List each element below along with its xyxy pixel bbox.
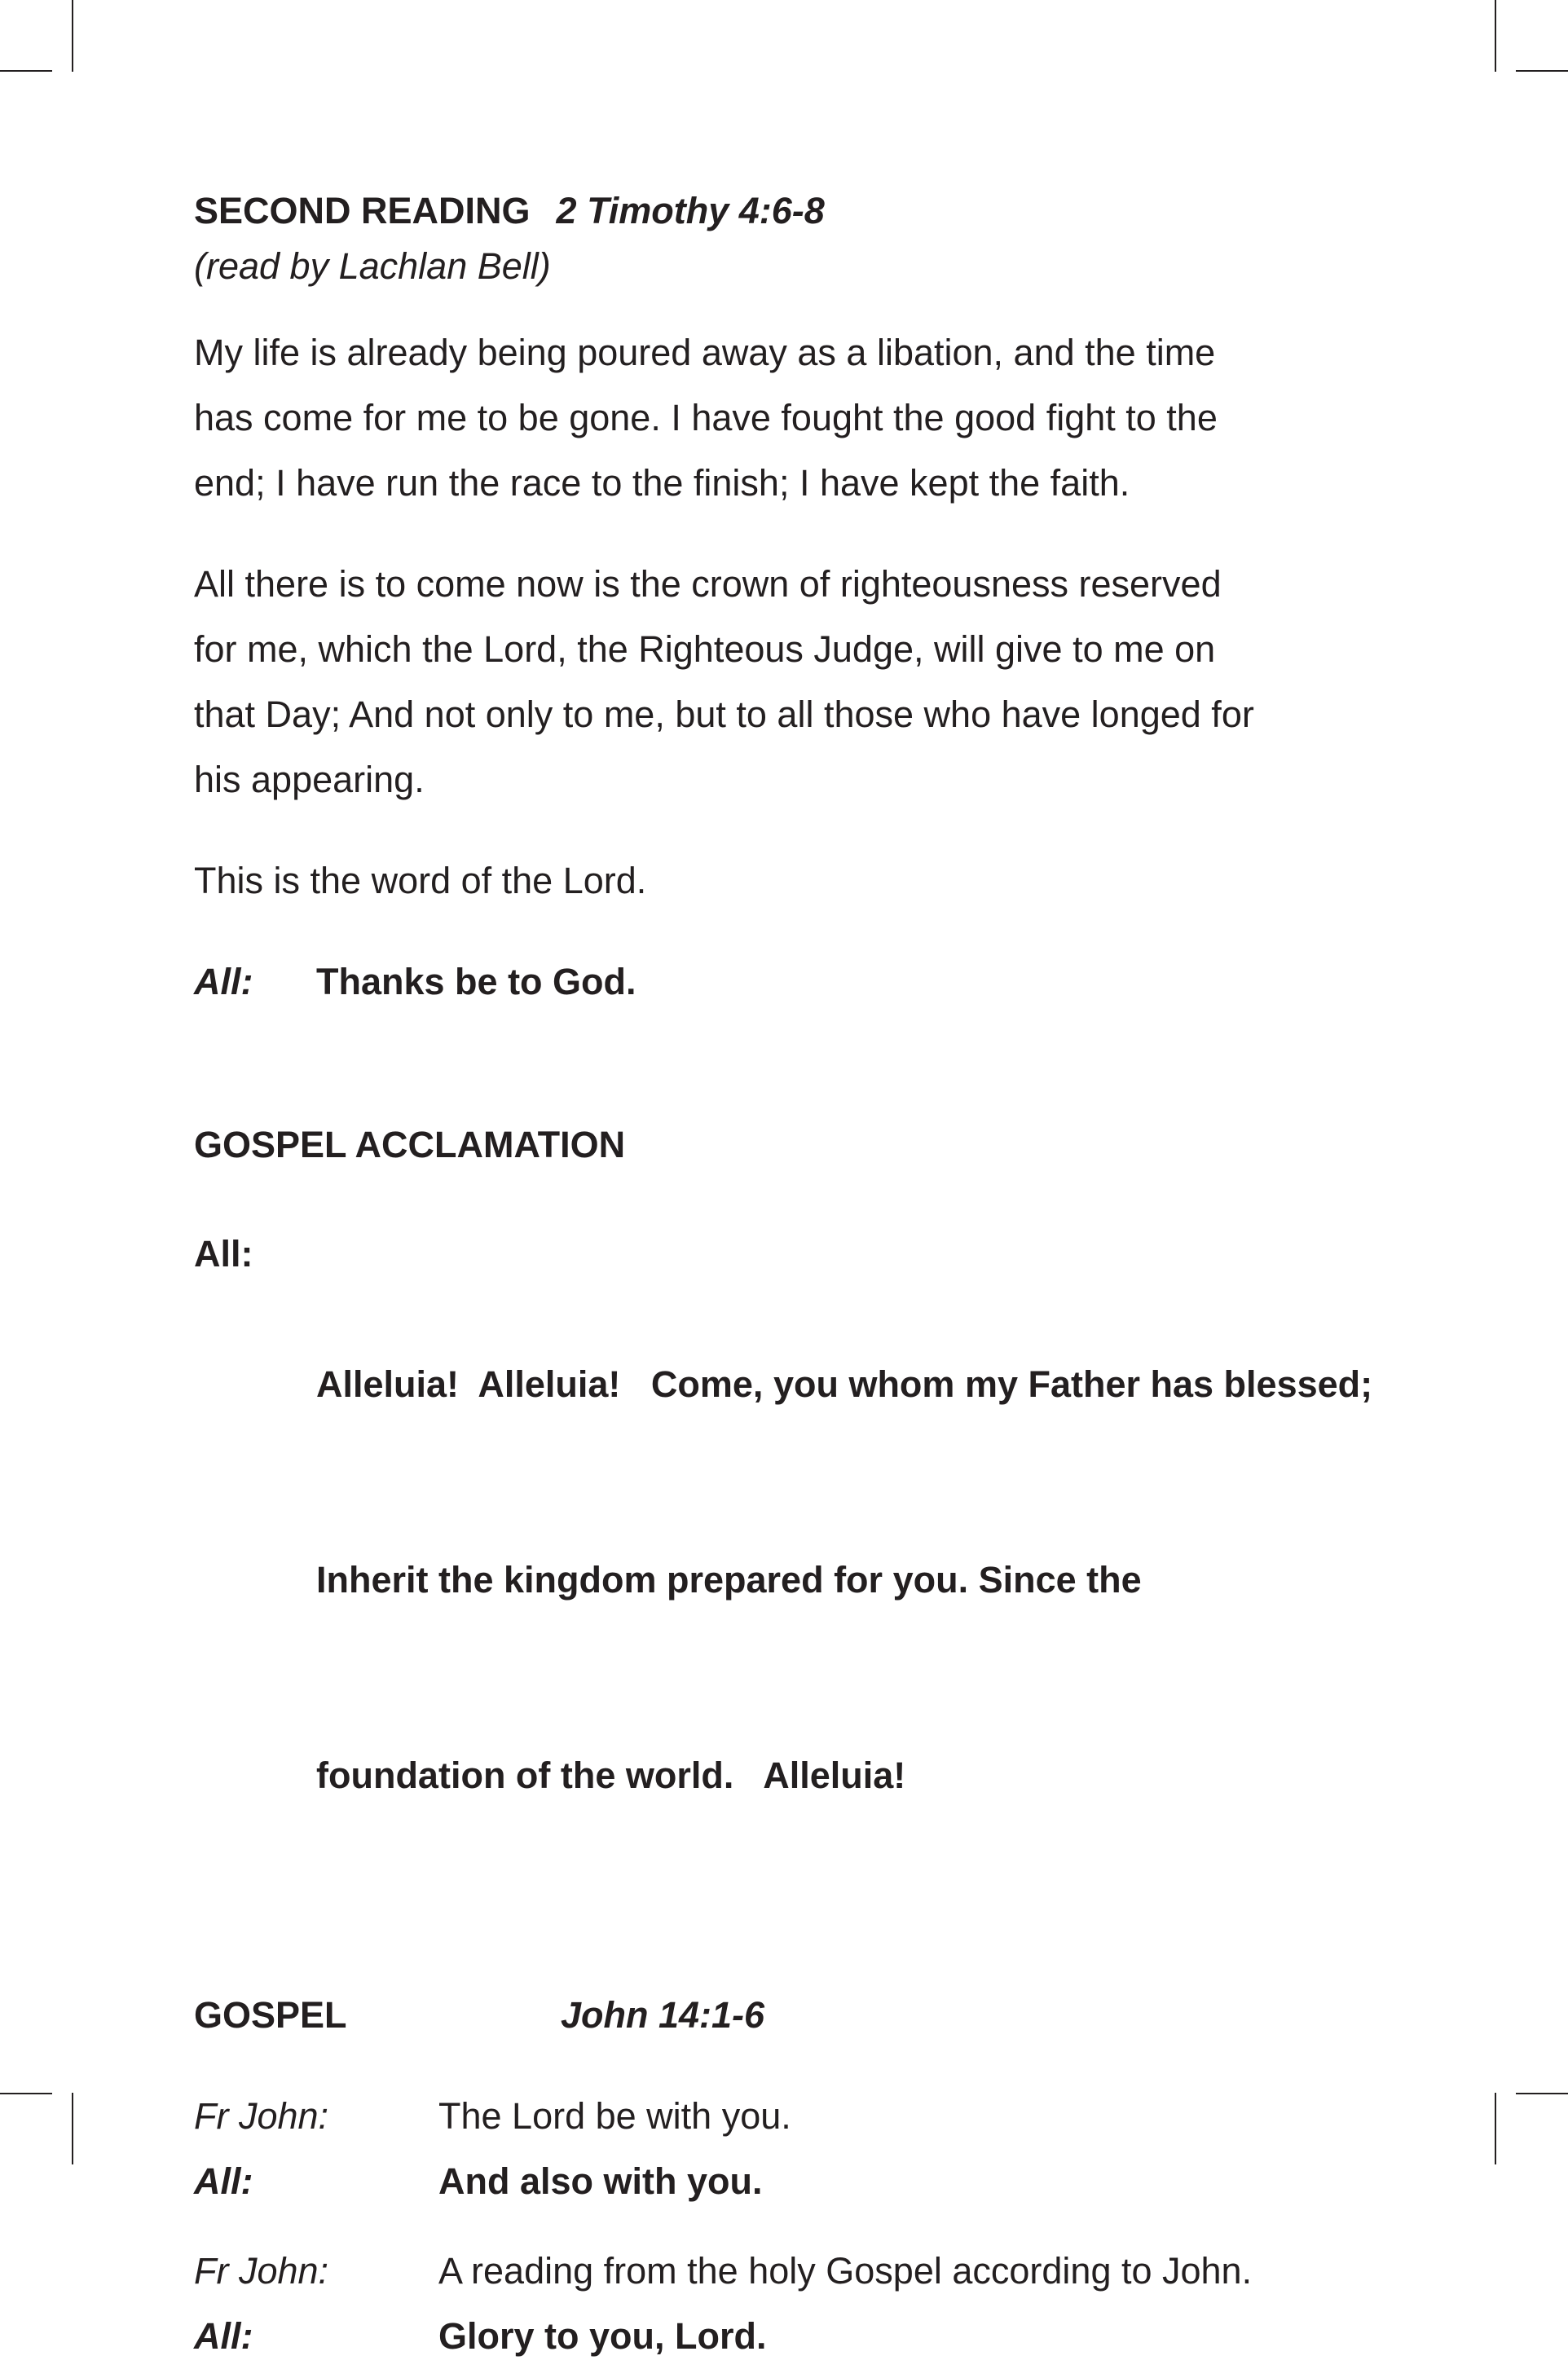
crop-mark-top-left-h: [0, 70, 52, 72]
priest-speaker: Fr John:: [194, 2095, 329, 2137]
text-line: that Day; And not only to me, but to all those who have longed for: [194, 694, 1254, 735]
crop-mark-top-left-v: [72, 0, 73, 72]
text-line: All there is to come now is the crown of righteousness reserved: [194, 563, 1222, 605]
text-line: Alleluia! Alleluia! Come, you whom my Father has blessed;: [316, 1363, 1373, 1405]
text-line: for me, which the Lord, the Righteous Judge, will give to me on: [194, 628, 1216, 670]
gospel-reference: John 14:1-6: [561, 1994, 765, 2036]
text-line: has come for me to be gone. I have fought the good fight to the: [194, 397, 1218, 438]
acclamation-text: [316, 1222, 1372, 1939]
gospel-exchange: [194, 2239, 1416, 2369]
people-text: Glory to you, Lord.: [438, 2315, 767, 2357]
gospel-title: GOSPEL: [194, 1994, 347, 2036]
priest-line: [194, 2084, 1416, 2149]
people-line: [194, 2149, 1416, 2214]
second-reading-title: SECOND READING: [194, 190, 531, 231]
people-speaker: All:: [194, 2315, 253, 2357]
acclamation-speaker: All:: [194, 1233, 253, 1275]
gospel-heading: [194, 1983, 1416, 2048]
people-text: And also with you.: [438, 2160, 763, 2202]
people-line: [194, 2304, 1416, 2369]
second-reading-reader: (read by Lachlan Bell): [194, 245, 551, 287]
second-reading-section: [194, 183, 1416, 1015]
text-line: foundation of the world. Alleluia!: [316, 1755, 906, 1796]
text-line: his appearing.: [194, 759, 425, 800]
text-line: end; I have run the race to the finish; I have kept the faith.: [194, 462, 1130, 504]
priest-text: A reading from the holy Gospel according to John.: [438, 2250, 1253, 2292]
crop-mark-bottom-left-v: [72, 2093, 73, 2164]
text-line: My life is already being poured away as a libation, and the time: [194, 332, 1216, 373]
people-speaker: All:: [194, 2160, 253, 2202]
crop-mark-bottom-right-v: [1495, 2093, 1496, 2164]
second-reading-heading: [194, 183, 1416, 239]
crop-mark-top-right-h: [1516, 70, 1568, 72]
crop-mark-bottom-left-h: [0, 2093, 52, 2094]
priest-speaker: Fr John:: [194, 2250, 329, 2292]
page-content: [194, 183, 1416, 2369]
crop-mark-top-right-v: [1495, 0, 1496, 72]
response-speaker: All:: [194, 961, 253, 1002]
second-reading-response: [194, 949, 1416, 1015]
gospel-section: [194, 1983, 1416, 2369]
gospel-acclamation-title: GOSPEL ACCLAMATION: [194, 1124, 626, 1165]
priest-text: The Lord be with you.: [438, 2095, 791, 2137]
gospel-acclamation-response: [194, 1222, 1416, 1939]
gospel-exchange: [194, 2084, 1416, 2214]
response-text: Thanks be to God.: [316, 961, 636, 1002]
gospel-acclamation-section: [194, 1112, 1416, 1939]
second-reading-closing: This is the word of the Lord.: [194, 860, 647, 901]
second-reading-reference: 2 Timothy 4:6-8: [556, 190, 825, 231]
second-reading-paragraph-2: [194, 552, 1416, 812]
second-reading-paragraph-1: [194, 320, 1416, 516]
crop-mark-bottom-right-h: [1516, 2093, 1568, 2094]
text-line: Inherit the kingdom prepared for you. Since the: [316, 1559, 1142, 1601]
priest-line: [194, 2239, 1416, 2304]
